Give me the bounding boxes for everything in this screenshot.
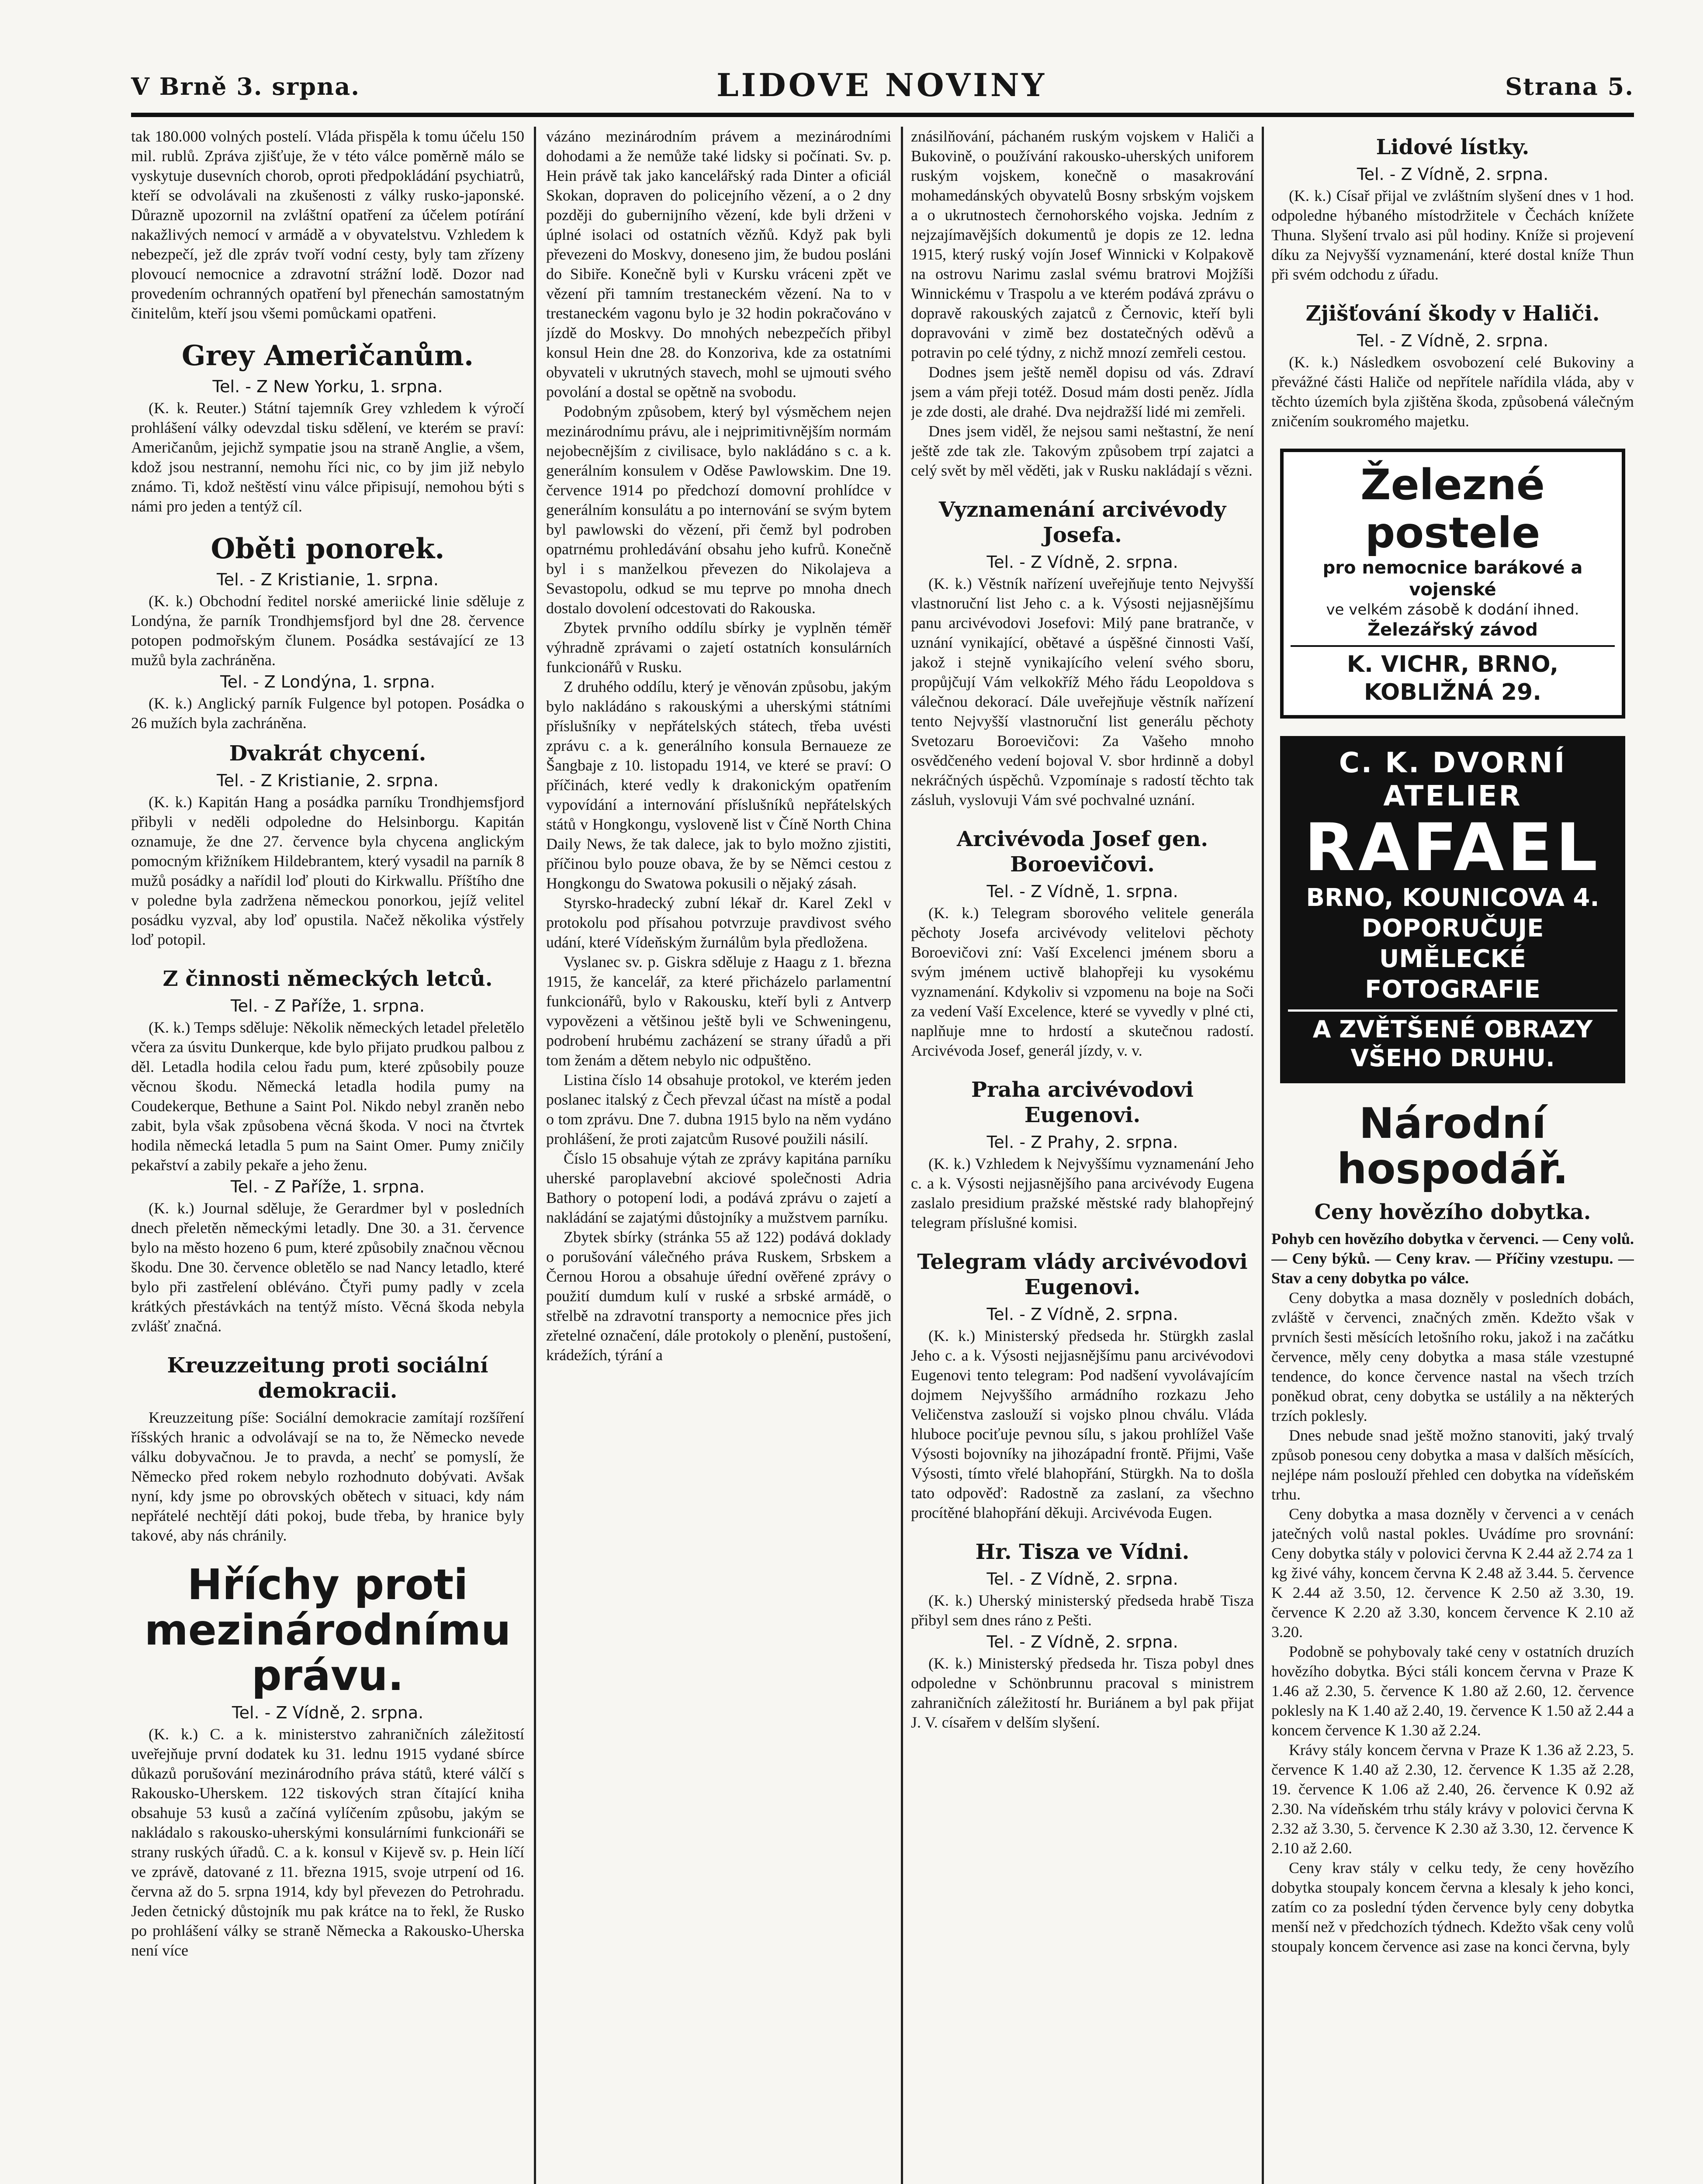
article-halic: [1271, 301, 1634, 431]
article-text: (K. k.) Ministerský předseda hr. Stürgkh zaslal Jeho c. a k. Výsosti nejjasnějšímu panu arcivévodovi Eugenovi tento telegram: Pod nadšení vyvolávajícím dojmem Nejvyššího armádního rozkazu Jeho Veličenstva zaslouží si vojsko plnou chválu. Vláda hluboce pociťuje pevnou sílu, s jakou prohlížel Vaše Výsosti bojovníky na jihozápadní frontě. Přijmi, Vaše Výsosti, tímto vřelé blahopřání, Stürgkh. Na to došla tato odpověď: Radostně za zaslaní, za všechno procítěné blahopřání děkuji. Arcivévoda Eugen.: [911, 1327, 1254, 1521]
article-text: Ceny krav stály v celku tedy, že ceny hovězího dobytka stoupaly koncem června a klesaly k jeho konci, zatím co za poslední týden července byly ceny dobytka menší než v předchozích týdnech. Kdežto však ceny volů stoupaly koncem července asi zase na konci června, byly: [1271, 1859, 1634, 1955]
article-text: Zbytek prvního oddílu sbírky je vyplněn téměř výhradně zprávami o zajetí ostatních konsulárních funkcionářů v Rusku.: [546, 619, 891, 676]
ad-line: A ZVĚTŠENÉ OBRAZY VŠEHO DRUHU.: [1288, 1009, 1617, 1073]
article-continuation: [911, 127, 1254, 480]
article-letci: [131, 966, 524, 1336]
article-title: Zjišťování škody v Haliči.: [1305, 301, 1600, 326]
dateline: Tel. - Z Vídně, 1. srpna.: [986, 882, 1178, 901]
ad-line: BRNO, KOUNICOVA 4.: [1306, 884, 1599, 912]
column-rule: [901, 127, 903, 2184]
article-title: Oběti ponorek.: [211, 532, 445, 565]
article-ponorky: [131, 533, 524, 950]
dateline: Tel. - Z Vídně, 2. srpna.: [1357, 331, 1549, 350]
article-text: (K. k.) Věstník nařízení uveřejňuje tento Nejvyšší vlastnoruční list Jeho c. a k. Výsosti nejjasnějšímu panu arcivévodovi Josefovi: Milý pane bratranče, v uznání vynikající, obětavé a úspěšné činnosti Vaší, jakož i stejně vynikajícího velení svého sboru, propůjčují Vám velkokříž Mého řádu Leopoldova s válečnou dekorací. Dále uveřejňuje věstník nařízení tento Nejvyšší vlastnoruční list generálu pěchoty Svetozaru Boroevičovi: Za Vašeho mnoho osvědčeného vedení bojoval V. sbor hrdinně a dobyl nekráčných úspěchů. Vzpomínaje s radostí těchto tak zásluh, vyslovuji Vám své pochvalné uznání.: [911, 575, 1254, 809]
column-rule: [534, 127, 536, 2184]
ad-line: C. K. DVORNÍ ATELIER: [1339, 747, 1567, 812]
article-title: Z činnosti německých letců.: [163, 967, 493, 991]
column-4: [1271, 127, 1634, 2184]
article-text: Kreuzzeitung píše: Sociální demokracie zamítají rozšíření říšských hranic a odvolávají se na to, že Německo nevede válku dobyvačnou. Je to pravda, a nechť se pomyslí, že Německo před rokem nebylo rozhodnuto dobývati. Avšak nyní, kdy jsme po obrovských obětech v situaci, kdy nám nepřátelé nechtějí dáti pokoj, bude třeba, by hranice byly takové, aby nás chránily.: [131, 1409, 524, 1544]
article-text: (K. k.) C. a k. ministerstvo zahraničních záležitostí uveřejňuje první dodatek ku 31. lednu 1915 vydané sbírce důkazů porušování mezinárodního práva států, které válčí s Rakousko-Uherskem. 122 tiskových stran čítající kniha obsahuje 53 kusů a začíná vylíčením způsobu, jakým se nakládalo s rakousko-uherskými konsulárními funkcionáři se strany ruských úřadů. C. a k. konsul v Kijevě sv. p. Hein líčí ve zprávě, datované z 11. března 1915, svoje utrpení od 16. června až do 5. srpna 1914, kdy byl převezen do Petrohradu. Jeden četnický důstojník mu pak krátce na to řekl, že Rusko po prohlášení války se straně Německa a Rakousko-Uherska není více: [131, 1725, 524, 1959]
article-text: znásilňování, páchaném ruským vojskem v Haliči a Bukovině, o používání rakousko-uherských uniforem ruským vojskem, konečně o masakrování mohamedánských obyvatelů Bosny srbským vojskem a o ukrutnostech černohorského vojska. Jedním z nejzajímavějších dokumentů je dopis ze 12. ledna 1915, který ruský vojín Josef Winnicki v Kolpakově na ostrovu Narimu zaslal svému bratrovi Mojžíši Winnickému v Traspolu a ve kterém podává zprávu o dopravě rakouských zajatců z Černovic, kteří byli dopravováni v zimě bez dostatečných oděvů a potravin po celé týdny, z nichž mnozí zemřeli cestou.: [911, 128, 1254, 361]
dateline: Tel. - Z Vídně, 2. srpna.: [232, 1703, 424, 1722]
article-text: Krávy stály koncem června v Praze K 1.36 až 2.23, 5. července K 1.40 až 2.30, 12. července K 1.35 až 2.28, 19. července K 1.06 až 2.40, 26. července K 0.92 až 2.30. Na vídeňském trhu stály krávy v polovici června K 2.32 až 3.30, 5. července K 2.30 až 3.30, 12. července K 2.10 až 2.60.: [1271, 1741, 1634, 1857]
article-title: Grey Američanům.: [181, 339, 474, 372]
ad-line: ve velkém zásobě k dodání ihned.: [1326, 601, 1579, 619]
article-subtitle: Dvakrát chycení.: [229, 741, 426, 766]
ad-line: DOPORUČUJE UMĚLECKÉ FOTOGRAFIE: [1361, 914, 1544, 1004]
article-text: (K. k.) Císař přijal ve zvláštním slyšení dnes v 1 hod. odpoledne hýbaného místodržitele v Čechách knížete Thuna. Slyšení trvalo asi půl hodiny. Kníže si projevení díku za Nejvyšší vyznamenání, které dostal kníže Thun při svém odchodu z úřadu.: [1271, 187, 1634, 283]
article-telegram: [911, 1249, 1254, 1523]
article-text: Ceny dobytka a masa dozněly v posledních dobách, zvláště v červenci, značných změn. Kdežto však v prvních šesti měsících letošního roku, jakož i na začátku července, měly ceny dobytka a masa stále vzestupné tendence, do konce července nastal na všech trzích poněkud obrat, ceny dobytka se ustálily a na některých trzích poklesly.: [1271, 1289, 1634, 1424]
article-text: tak 180.000 volných postelí. Vláda přispěla k tomu účelu 150 mil. rublů. Zpráva zjišťuje, že v této válce poměrně málo se vyskytuje dusevních chorob, oproti předpokládání psychiatrů, kteří se odvolávali na zkušenosti z války rusko-japonské. Důrazně upozornil na zvláštní opatření za účelem potírání nakažlivých nemocí v armádě a v obyvatelstvu. Vzhledem k nebezpečí, jež dle zpráv tvoří vodní cesty, byly tam zřízeny plovoucí nemocnice a zdravotní strážní lodě. Dozor nad provedením ochranných opatření byl přenechán samostatným činitelům, kteří jsou všemi pomůckami opatřeni.: [131, 128, 524, 322]
dateline: Tel. - Z Kristianie, 1. srpna.: [217, 570, 439, 589]
article-text: Z druhého oddílu, který je věnován způsobu, jakým bylo nakládáno s rakouskými a uherskými státními příslušníky v nepřátelských státech, třeba uvésti zprávu c. a k. generálního konsula Bernaueze ze Šangbaje z 10. listopadu 1914, ve které se praví: O příčinách, které vedly k drakonickým opatřením vypovídání a internování příslušníků nepřátelských států v Hongkongu, vysloveně list v Číně North China Daily News, že tak dalece, jak to bylo možno zjistiti, příčinou bylo pouze obava, že by se Němci cestou z Hongkongu do Swatowa pokusili o nějaký zásah.: [546, 678, 891, 892]
dateline: Tel. - Z Paříže, 1. srpna.: [230, 996, 425, 1016]
article-text: (K. k.) Vzhledem k Nejvyššímu vyznamenání Jeho c. a k. Výsosti nejjasnějšího pana arcivévody Eugena zaslalo presidium pražské městské rady blahopřejný telegram příslušné komisi.: [911, 1155, 1254, 1231]
article-text: Vyslanec sv. p. Giskra sděluje z Haagu z 1. března 1915, že kancelář, za které přicházelo parlamentní funkcionářů, bylo v Rakousku, kteří byli z Antverp vypovězeni a většinou ještě byli ve Schweningenu, podrobení hrubému zacházení se strany úřadů a při tom ženám a dětem nebylo nic odpuštěno.: [546, 953, 891, 1069]
dateline: Tel. - Z New Yorku, 1. srpna.: [212, 377, 443, 396]
article-tisza: [911, 1539, 1254, 1732]
article-kreuzzeitung: [131, 1353, 524, 1545]
article-text: Ceny dobytka a masa dozněly v červenci a v cenách jatečných volů nastal pokles. Uvádíme pro srovnání: Ceny dobytka stály v polovici června K 2.44 až 2.74 za 1 kg živé váhy, koncem června K 2.48 až 3.44. 5. července K 2.44 až 3.50, 12. července K 2.50 až 3.30, 19. července K 2.20 až 3.30, koncem července K 2.10 až 3.20.: [1271, 1505, 1634, 1641]
article-title: Kreuzzeitung proti sociální demokracii.: [167, 1353, 488, 1403]
article-text: Podobně se pohybovaly také ceny v ostatních druzích hovězího dobytka. Býci stáli koncem června v Praze K 1.46 až 2.30, 5. července K 1.80 až 2.60, 12. července poklesly na K 1.40 až 2.40, 19. července K 1.50 až 2.44 a koncem července K 1.30 až 2.24.: [1271, 1643, 1634, 1739]
article-text: (K. k.) Následkem osvobození celé Bukoviny a převážné části Haliče od nepřítele nařídila vláda, aby v těchto územích byla zjištěna škoda, způsobená válečným zničením soukromého majetku.: [1271, 353, 1634, 430]
column-rule: [1262, 127, 1264, 2184]
ad-headline: Železné postele: [1360, 460, 1545, 557]
dateline: Tel. - Z Vídně, 2. srpna.: [1357, 165, 1549, 184]
article-title: Lidové lístky.: [1376, 135, 1530, 159]
article-title: Hříchy proti mezinárodnímu právu.: [144, 1560, 511, 1700]
column-2: [546, 127, 891, 2184]
article-text: Zbytek sbírky (stránka 55 až 122) podává doklady o porušování válečného práva Ruskem, Srbskem a Černou Horou a obsahuje úřední ověřené zprávy o použití dumdum kulí v ruské a srbské armádě, o střelbě na zdravotní transporty a nemocnice přes jich zřetelné označení, dále protokoly o plenění, pustošení, krádežích, týrání a: [546, 1228, 891, 1364]
article-text: (K. k.) Obchodní ředitel norské ameriické linie sděluje z Londýna, že parník Trondhjemsfjord byl dne 28. července potopen podmořským člunem. Posádka sestávající ze 13 mužů byla zachráněna.: [131, 592, 524, 669]
article-text: (K. k. Reuter.) Státní tajemník Grey vzhledem k výročí prohlášení války odevzdal tisku sdělení, ve kterém se praví: Američanům, jejichž sympatie jsou na straně Anglie, a všem, kdož jsou nestranní, nemohu říci nic, co by jim již nebylo známo. Ti, kdož neštěstí vinu válce připisují, nemohou býti s námi pro jeden a tentýž cíl.: [131, 399, 524, 515]
article-text: Dnes jsem viděl, že nejsou sami neštastní, že není ještě zde tak zle. Takovým způsobem trpí zajatci a celý svět by měl věděti, jak v Rusku nakládají s vězni.: [911, 422, 1254, 479]
masthead-title: LIDOVE NOVINY: [717, 66, 1047, 104]
article-text: (K. k.) Telegram sborového velitele generála pěchoty Josefa arcivévody velitelovi pěchoty Boroevičovi zní: Vaší Excelenci jménem sboru a svým jménem uctivě blahopřeji ku vysokému vyznamenání. Kdykoliv si vzpomenu na boje na Soči za vedení Vaší Excelence, které se vyvedly v plné cti, naplňuje mne to hrdostí a skutečnou radostí. Arcivévoda Josef, generál jízdy, v. v.: [911, 904, 1254, 1059]
article-text: (K. k.) Ministerský předseda hr. Tisza pobyl dnes odpoledne v Schönbrunnu pracoval s ministrem zahraničních záležitostí hr. Buriánem a byl pak přijat J. V. císařem v delším slyšení.: [911, 1655, 1254, 1731]
article-vyznamenani: [911, 497, 1254, 810]
page-header: [131, 60, 1634, 117]
article-text: (K. k.) Journal sděluje, že Gerardmer byl v posledních dnech přeletěn německými letadly. Dne 30. a 31. července bylo na město hozeno 6 pum, které způsobily značnou věcnou škodu. Dne 30. července obletělo se nad Nancy letadlo, které bylo při zastřelení obléváno. Čtyři pumy padly v zcela krátkých přestávkách na tentýž místo. Věcná škoda nebyla zvlášť značná.: [131, 1199, 524, 1335]
dateline: Tel. - Z Vídně, 2. srpna.: [986, 1632, 1178, 1652]
article-boroevic: [911, 826, 1254, 1061]
section-title: Národní hospodář.: [1337, 1099, 1568, 1193]
ad-address: K. VICHR, BRNO, KOBLIŽNÁ 29.: [1291, 645, 1615, 706]
article-narodni-hospodar: [1271, 1101, 1634, 1956]
advertisement-postele: [1280, 449, 1625, 719]
ad-line: Železářský závod: [1367, 620, 1538, 640]
article-title: Arcivévoda Josef gen. Boroevičovi.: [956, 827, 1208, 877]
article-hrichy: [131, 1562, 524, 1960]
article-text: Listina číslo 14 obsahuje protokol, ve kterém jeden poslanec italský z Čech převzal účast na místě a podal o tom zprávu. Dne 7. dubna 1915 bylo na něm vydáno prohlášení, že proti zajatcům Rusové použili násilí.: [546, 1071, 891, 1147]
column-3: [911, 127, 1254, 2184]
article-continuation: [546, 127, 891, 1365]
article-text: Číslo 15 obsahuje výtah ze zprávy kapitána parníku uherské paroplavební akciové společnosti Adria Bathory o potopení lodi, a podává zprávu o zajetí a nakládání se zajatými důstojníky a mužstvem parníku.: [546, 1150, 891, 1226]
column-1: [131, 127, 524, 2184]
dateline: Tel. - Z Paříže, 1. srpna.: [230, 1177, 425, 1196]
dateline: Tel. - Z Prahy, 2. srpna.: [986, 1133, 1178, 1152]
article-text: (K. k.) Kapitán Hang a posádka parníku Trondhjemsfjord přibyli v neděli odpoledne do Helsinborgu. Kapitán oznamuje, že dne 27. července byla chycena anglickým pomocným křižníkem Hildebrantem, který vysadil na parník 8 mužů posádky a nařídil loď plouti do Kirkwallu. Příštího dne v poledne byla zadržena německou ponorkou, jejíž velitel posádku vyzval, aby loď opustila. Načež několika výstřely loď potopil.: [131, 793, 524, 948]
page-number: Strana 5.: [1505, 73, 1634, 100]
article-text: (K. k.) Temps sděluje: Několik německých letadel přeletělo včera za úsvitu Dunkerque, kde bylo přijato prudkou palbou z děl. Letadla hodila celou řadu pum, které způsobily pouze věcnou škodu. Německá letadla hodila pumy na Coudekerque, Bethune a Saint Pol. Nikdo nebyl zraněn nebo zabit, byla však způsobena věcná škoda. V noci na čtvrtek hodila německá letadla 5 pum na Saint Omer. Pumy zničily pekařství a zabily pekaře a jeho ženu.: [131, 1019, 524, 1174]
dateline: Tel. - Z Vídně, 2. srpna.: [986, 1305, 1178, 1324]
ad-line: pro nemocnice barákové a vojenské: [1322, 558, 1583, 600]
ad-headline: RAFAEL: [1304, 810, 1601, 886]
article-title: Vyznamenání arcivévody Josefa.: [938, 498, 1226, 547]
article-title: Praha arcivévodovi Eugenovi.: [971, 1078, 1194, 1127]
dateline: Tel. - Z Londýna, 1. srpna.: [220, 672, 436, 691]
article-title: Telegram vlády arcivévodovi Eugenovi.: [917, 1250, 1248, 1299]
advertisement-rafael: [1280, 736, 1625, 1083]
dateline: Tel. - Z Kristianie, 2. srpna.: [217, 771, 439, 790]
article-text: Styrsko-hradecký zubní lékař dr. Karel Zekl v protokolu pod přísahou potvrzuje pravdivost svého udání, které Vídeňským žurnálům byla předložena.: [546, 894, 891, 951]
article-text: Dnes nebude snad ještě možno stanoviti, jaký trvalý způsob ponesou ceny dobytka a masa v dalších měsících, nejlépe nám poslouží přehled cen dobytka na vídeňském trhu.: [1271, 1427, 1634, 1503]
article-summary: Pohyb cen hovězího dobytka v červenci. — Ceny volů. — Ceny býků. — Ceny krav. — Příčiny vzestupu. — Stav a ceny dobytka po válce.: [1271, 1230, 1634, 1287]
article-title: Ceny hovězího dobytka.: [1314, 1200, 1591, 1224]
article-continuation: [131, 127, 524, 323]
article-title: Hr. Tisza ve Vídni.: [975, 1540, 1190, 1564]
article-grey: [131, 340, 524, 516]
dateline: Tel. - Z Vídně, 2. srpna.: [986, 1569, 1178, 1589]
article-text: (K. k.) Uherský ministerský předseda hrabě Tisza přibyl sem dnes ráno z Pešti.: [911, 1592, 1254, 1629]
article-text: Podobným způsobem, který byl výsměchem nejen mezinárodnímu právu, ale i nejprimitivnějším normám nejobecnějším z civilisace, bylo nakládáno s c. a k. generálním konsulem v Oděse Pawlowskim. Dne 19. července 1914 po předchozí domovní prohlídce v generálním konsulátu a po internování se svým bytem byl pawlowski do vězení, při čemž byl podroben opatrnému prohledávání obsahu jeho kufrů. Konečně byl i s manželkou převezen do Nikolajeva a Sevastopolu, odkud se mu teprve po mnoha dnech dostalo dovolení odcestovati do Rakouska.: [546, 403, 891, 617]
article-audience: [1271, 135, 1634, 284]
header-date: V Brně 3. srpna.: [131, 73, 360, 100]
article-text: vázáno mezinárodním právem a mezinárodními dohodami a že nemůže také lidsky si počínati. Sv. p. Hein právě tak jako kancelářský rada Dinter a oficiál Skokan, dopraven do policejního vězení, a o 2 dny později do gubernijního vězení, kde byli drženi v úplné isolaci od ostatních vězňů. Když pak byli převezeni do Moskvy, doneseno jim, že budou posláni do Sibiře. Konečně byli v Kursku vráceni zpět ve vězení při tamním trestaneckém vězení. Na to v trestaneckém vagonu bylo je 32 hodin pokračováno v jízdě do Moskvy. Do mnohých nebezpečích přibyl konsul Hein dne 28. do Konzoriva, kde za ostatními obyvateli v ukrutných stavech, mohl se ujmouti svého povolání a dostal se opětně na svobodu.: [546, 128, 891, 401]
article-text: Dodnes jsem ještě neměl dopisu od vás. Zdraví jsem a vám přeji totéž. Dosud mám dosti peněz. Jídla je zde dosti, ale drahé. Dva nejdražší lidé mi zemřeli.: [911, 363, 1254, 420]
article-text: (K. k.) Anglický parník Fulgence byl potopen. Posádka o 26 mužích byla zachráněna.: [131, 695, 524, 732]
article-praha: [911, 1077, 1254, 1233]
dateline: Tel. - Z Vídně, 2. srpna.: [986, 553, 1178, 572]
